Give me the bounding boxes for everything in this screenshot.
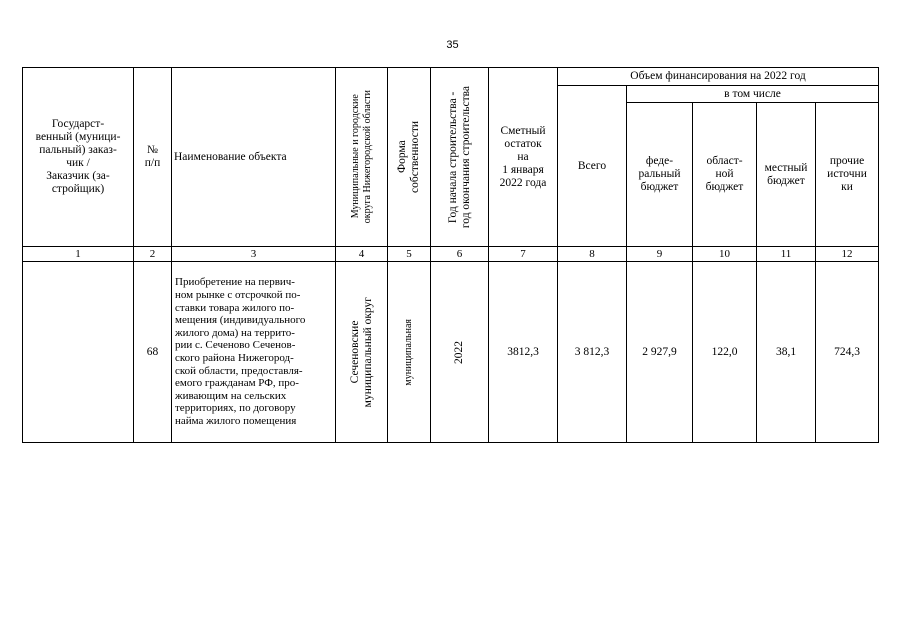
column-number-7: 7 <box>489 247 558 262</box>
column-number-row <box>23 247 879 262</box>
cell-municipality <box>336 262 388 443</box>
header-years <box>431 68 489 247</box>
header-federal: феде- ральный бюджет <box>627 103 693 247</box>
header-including: в том числе <box>627 86 879 103</box>
header-local: местный бюджет <box>757 103 816 247</box>
cell-municipality-text: Сеченовские муниципальный округ <box>348 296 374 408</box>
header-ownership <box>388 68 431 247</box>
column-number-6: 6 <box>431 247 489 262</box>
header-regional: област- ной бюджет <box>693 103 757 247</box>
header-total: Всего <box>558 86 627 247</box>
header-years-text: Год начала строительства - год окончания строительства <box>446 85 472 229</box>
column-number-3: 3 <box>172 247 336 262</box>
cell-num: 68 <box>134 262 172 443</box>
column-number-4: 4 <box>336 247 388 262</box>
column-number-11: 11 <box>757 247 816 262</box>
header-customer: Государст- венный (муници- пальный) заказ- чик / Заказчик (за- стройщик) <box>23 68 134 247</box>
header-object-name: Наименование объекта <box>172 68 336 247</box>
cell-regional: 122,0 <box>693 262 757 443</box>
column-number-1: 1 <box>23 247 134 262</box>
table-row <box>23 262 879 443</box>
header-other: прочие источни ки <box>816 103 879 247</box>
column-number-2: 2 <box>134 247 172 262</box>
cell-years-text: 2022 <box>453 340 465 364</box>
cell-years <box>431 262 489 443</box>
cell-ownership-text: муниципальная <box>403 318 414 386</box>
header-municipality-text: Муниципальные и городские округа Нижегородской области <box>349 90 373 224</box>
header-funding-volume: Объем финансирования на 2022 год <box>558 68 879 86</box>
cell-other: 724,3 <box>816 262 879 443</box>
header-estimate: Сметный остаток на 1 января 2022 года <box>489 68 558 247</box>
page-number: 35 <box>446 39 459 51</box>
header-municipality <box>336 68 388 247</box>
cell-ownership <box>388 262 431 443</box>
column-number-5: 5 <box>388 247 431 262</box>
cell-local: 38,1 <box>757 262 816 443</box>
column-number-10: 10 <box>693 247 757 262</box>
header-num: № п/п <box>134 68 172 247</box>
column-number-12: 12 <box>816 247 879 262</box>
cell-federal: 2 927,9 <box>627 262 693 443</box>
column-number-9: 9 <box>627 247 693 262</box>
cell-total: 3 812,3 <box>558 262 627 443</box>
funding-table <box>22 67 879 443</box>
cell-customer <box>23 262 134 443</box>
cell-estimate: 3812,3 <box>489 262 558 443</box>
column-number-8: 8 <box>558 247 627 262</box>
cell-object-name: Приобретение на первич- ном рынке с отсрочкой по- ставки товара жилого по- мещения (индивидуального жилого дома) на террито- рии с. Сеченово Сеченов- ского района Нижегород- ской области, предоставля- емого гражданам РФ, про- живающим на сельских территориях, по договору найма жилого помещения <box>172 262 336 443</box>
header-ownership-text: Форма собственности <box>396 121 421 193</box>
